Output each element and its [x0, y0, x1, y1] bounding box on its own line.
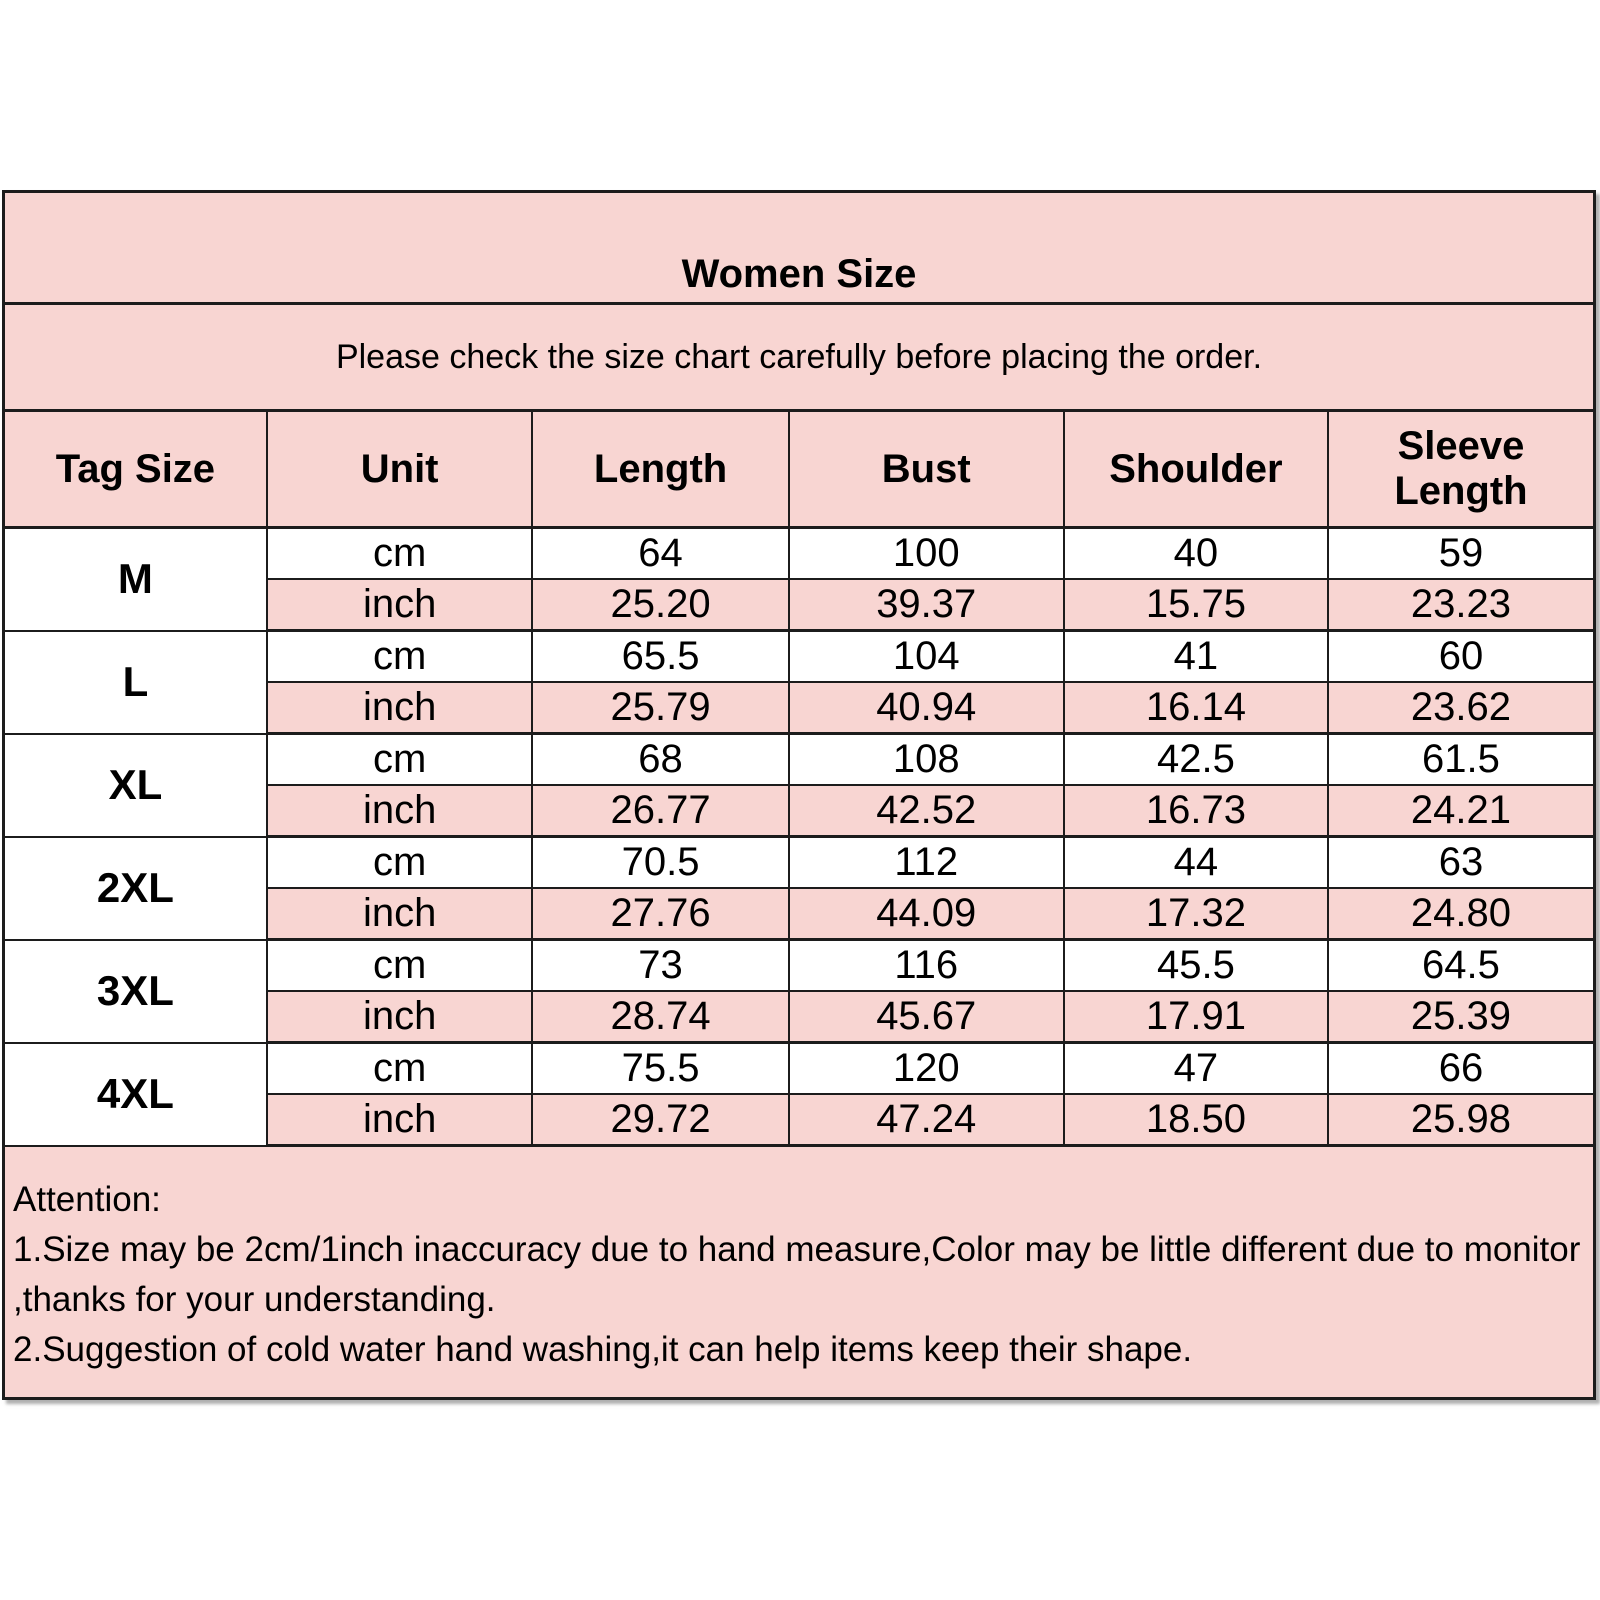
cell-3xl-cm-length: 73	[532, 940, 788, 992]
column-header-tag-size: Tag Size	[4, 411, 267, 528]
subtitle: Please check the size chart carefully before placing the order.	[4, 304, 1595, 411]
cell-l-inch-bust: 40.94	[789, 682, 1064, 734]
cell-xl-inch-sleeve-length: 24.21	[1328, 785, 1595, 837]
cell-4xl-inch-shoulder: 18.50	[1064, 1094, 1328, 1146]
column-header-sleeve-length: Sleeve Length	[1328, 411, 1595, 528]
column-header-unit: Unit	[267, 411, 533, 528]
size-row-3xl-cm	[4, 940, 1595, 992]
column-header-shoulder: Shoulder	[1064, 411, 1328, 528]
cell-3xl-inch-bust: 45.67	[789, 991, 1064, 1043]
unit-label-2xl-cm: cm	[267, 837, 533, 889]
page-title: Women Size	[4, 192, 1595, 304]
size-row-l-cm	[4, 631, 1595, 683]
cell-m-cm-length: 64	[532, 528, 788, 580]
unit-label-l-inch: inch	[267, 682, 533, 734]
tag-size-xl: XL	[4, 734, 267, 837]
tag-size-m: M	[4, 528, 267, 631]
cell-xl-cm-length: 68	[532, 734, 788, 786]
tag-size-4xl: 4XL	[4, 1043, 267, 1146]
cell-3xl-inch-shoulder: 17.91	[1064, 991, 1328, 1043]
size-row-2xl-cm	[4, 837, 1595, 889]
cell-xl-cm-sleeve-length: 61.5	[1328, 734, 1595, 786]
size-row-m-cm	[4, 528, 1595, 580]
cell-2xl-cm-bust: 112	[789, 837, 1064, 889]
cell-2xl-cm-sleeve-length: 63	[1328, 837, 1595, 889]
unit-label-xl-cm: cm	[267, 734, 533, 786]
cell-2xl-inch-length: 27.76	[532, 888, 788, 940]
cell-3xl-inch-sleeve-length: 25.39	[1328, 991, 1595, 1043]
cell-4xl-cm-length: 75.5	[532, 1043, 788, 1095]
cell-l-inch-length: 25.79	[532, 682, 788, 734]
column-header-length: Length	[532, 411, 788, 528]
cell-xl-inch-bust: 42.52	[789, 785, 1064, 837]
cell-4xl-cm-bust: 120	[789, 1043, 1064, 1095]
cell-2xl-cm-length: 70.5	[532, 837, 788, 889]
unit-label-l-cm: cm	[267, 631, 533, 683]
cell-3xl-inch-length: 28.74	[532, 991, 788, 1043]
title-row	[4, 192, 1595, 304]
cell-xl-cm-shoulder: 42.5	[1064, 734, 1328, 786]
tag-size-2xl: 2XL	[4, 837, 267, 940]
cell-2xl-cm-shoulder: 44	[1064, 837, 1328, 889]
cell-4xl-cm-sleeve-length: 66	[1328, 1043, 1595, 1095]
cell-4xl-inch-bust: 47.24	[789, 1094, 1064, 1146]
cell-l-inch-sleeve-length: 23.62	[1328, 682, 1595, 734]
unit-label-3xl-cm: cm	[267, 940, 533, 992]
cell-4xl-inch-length: 29.72	[532, 1094, 788, 1146]
cell-2xl-inch-bust: 44.09	[789, 888, 1064, 940]
attention-row	[4, 1146, 1595, 1399]
unit-label-xl-inch: inch	[267, 785, 533, 837]
cell-3xl-cm-shoulder: 45.5	[1064, 940, 1328, 992]
attention-note-2: 2.Suggestion of cold water hand washing,it can help items keep their shape.	[13, 1330, 1193, 1369]
cell-xl-inch-length: 26.77	[532, 785, 788, 837]
tag-size-3xl: 3XL	[4, 940, 267, 1043]
column-header-row	[4, 411, 1595, 528]
size-chart-table	[2, 190, 1596, 1400]
unit-label-4xl-inch: inch	[267, 1094, 533, 1146]
cell-m-cm-shoulder: 40	[1064, 528, 1328, 580]
unit-label-2xl-inch: inch	[267, 888, 533, 940]
cell-l-cm-sleeve-length: 60	[1328, 631, 1595, 683]
unit-label-m-cm: cm	[267, 528, 533, 580]
cell-4xl-cm-shoulder: 47	[1064, 1043, 1328, 1095]
cell-2xl-inch-sleeve-length: 24.80	[1328, 888, 1595, 940]
cell-l-inch-shoulder: 16.14	[1064, 682, 1328, 734]
unit-label-4xl-cm: cm	[267, 1043, 533, 1095]
cell-m-cm-sleeve-length: 59	[1328, 528, 1595, 580]
cell-3xl-cm-sleeve-length: 64.5	[1328, 940, 1595, 992]
cell-l-cm-bust: 104	[789, 631, 1064, 683]
cell-l-cm-shoulder: 41	[1064, 631, 1328, 683]
column-header-bust: Bust	[789, 411, 1064, 528]
cell-4xl-inch-sleeve-length: 25.98	[1328, 1094, 1595, 1146]
cell-m-inch-shoulder: 15.75	[1064, 579, 1328, 631]
attention-heading: Attention:	[13, 1180, 161, 1219]
size-row-4xl-cm	[4, 1043, 1595, 1095]
attention-cell	[4, 1146, 1595, 1399]
unit-label-3xl-inch: inch	[267, 991, 533, 1043]
cell-m-inch-bust: 39.37	[789, 579, 1064, 631]
cell-2xl-inch-shoulder: 17.32	[1064, 888, 1328, 940]
cell-3xl-cm-bust: 116	[789, 940, 1064, 992]
size-chart-sheet	[2, 190, 1596, 1400]
cell-l-cm-length: 65.5	[532, 631, 788, 683]
unit-label-m-inch: inch	[267, 579, 533, 631]
tag-size-l: L	[4, 631, 267, 734]
subtitle-row	[4, 304, 1595, 411]
cell-m-inch-sleeve-length: 23.23	[1328, 579, 1595, 631]
attention-note-1: 1.Size may be 2cm/1inch inaccuracy due to hand measure,Color may be little different due to monitor ,thanks for your understanding.	[13, 1230, 1581, 1319]
cell-m-cm-bust: 100	[789, 528, 1064, 580]
cell-xl-inch-shoulder: 16.73	[1064, 785, 1328, 837]
size-row-xl-cm	[4, 734, 1595, 786]
cell-m-inch-length: 25.20	[532, 579, 788, 631]
cell-xl-cm-bust: 108	[789, 734, 1064, 786]
